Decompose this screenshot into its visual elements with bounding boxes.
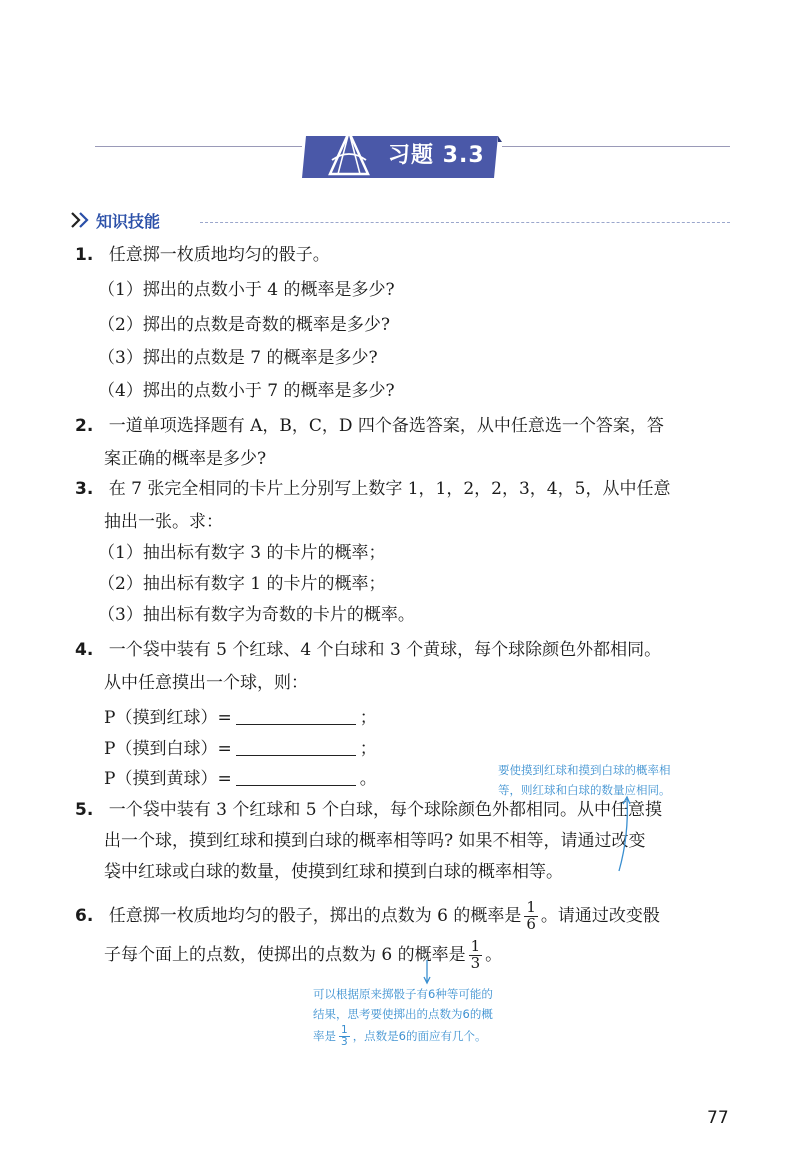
- hint-line: 可以根据原来掷骰子有6种等可能的: [313, 987, 493, 1001]
- problem-1-sub-1: （1）掷出的点数小于 4 的概率是多少?: [98, 280, 395, 300]
- hint-line: 结果，思考要使掷出的点数为6的概: [313, 1007, 493, 1021]
- hint-arrow-1: [615, 795, 635, 875]
- answer-blank[interactable]: [236, 708, 356, 725]
- problem-text: 任意掷一枚质地均匀的骰子。: [108, 245, 330, 265]
- section-heading: [70, 205, 160, 235]
- numerator: 1: [470, 937, 481, 956]
- problem-1: [75, 247, 330, 264]
- problem-text: 在 7 张完全相同的卡片上分别写上数字 1，1，2，2，3，4，5，从中任意: [108, 479, 671, 499]
- answer-blank[interactable]: [236, 739, 356, 756]
- numerator: 1: [341, 1023, 348, 1036]
- header-rule-left: [95, 146, 302, 147]
- problem-1-sub-3: （3）掷出的点数是 7 的概率是多少?: [98, 348, 378, 368]
- fraction-one-sixth: [524, 900, 538, 933]
- fraction-one-third: [469, 939, 483, 972]
- section-label: 知识技能: [96, 211, 161, 231]
- problem-2-line-2: 案正确的概率是多少?: [104, 449, 267, 469]
- hint-arrow-2: [422, 958, 432, 984]
- problem-number: 4.: [75, 640, 94, 660]
- problem-text: 一道单项选择题有 A，B，C，D 四个备选答案，从中任意选一个答案，答: [108, 416, 664, 436]
- problem-3: [75, 481, 670, 498]
- problem-text: 任意掷一枚质地均匀的骰子，掷出的点数为 6 的概率是: [108, 906, 522, 926]
- probability-white: [104, 739, 377, 758]
- hint-note-2: [313, 984, 493, 1048]
- punctuation: ；: [359, 739, 377, 759]
- probability-label: P（摸到红球）=: [104, 708, 232, 728]
- problem-text: 一个袋中装有 5 个红球、4 个白球和 3 个黄球，每个球除颜色外都相同。: [108, 640, 662, 660]
- probability-yellow: [104, 769, 377, 788]
- header-rule-right: [502, 146, 730, 147]
- problem-1-sub-4: （4）掷出的点数小于 7 的概率是多少?: [98, 381, 395, 401]
- probability-label: P（摸到白球）=: [104, 739, 232, 759]
- hint-text: ，点数是6的面应有几个。: [352, 1029, 487, 1043]
- problem-5-line-3: 袋中红球或白球的数量，使摸到红球和摸到白球的概率相等。: [104, 862, 563, 882]
- answer-blank[interactable]: [236, 769, 356, 786]
- problem-3-sub-2: （2）抽出标有数字 1 的卡片的概率；: [98, 574, 386, 594]
- problem-3-sub-3: （3）抽出标有数字为奇数的卡片的概率。: [98, 605, 415, 625]
- denominator: 6: [526, 915, 536, 933]
- problem-3-sub-1: （1）抽出标有数字 3 的卡片的概率；: [98, 543, 386, 563]
- hint-text: 率是: [313, 1029, 336, 1043]
- problem-6-line-2: [104, 937, 502, 973]
- probability-label: P（摸到黄球）=: [104, 769, 232, 789]
- problem-text: 子每个面上的点数，使掷出的点数为 6 的概率是: [104, 945, 466, 965]
- section-divider: [200, 222, 730, 223]
- page-number: 77: [707, 1108, 729, 1128]
- punctuation: 。: [359, 769, 377, 789]
- hint-line: 等，则红球和白球的数量应相同。: [498, 783, 671, 797]
- page-title: 习题 3.3: [388, 143, 485, 168]
- problem-text: 一个袋中装有 3 个红球和 5 个白球，每个球除颜色外都相同。从中任意摸: [108, 800, 662, 820]
- problem-6: [75, 898, 660, 934]
- denominator: 3: [341, 1036, 348, 1048]
- problem-number: 1.: [75, 245, 94, 265]
- problem-1-sub-2: （2）掷出的点数是奇数的概率是多少?: [98, 315, 390, 335]
- problem-text-cont: 。: [485, 945, 503, 965]
- fraction-one-third: [339, 1025, 350, 1048]
- punctuation: ；: [359, 708, 377, 728]
- problem-3-line-2: 抽出一张。求：: [104, 512, 223, 532]
- problem-number: 5.: [75, 800, 94, 820]
- compass-icon: [318, 118, 380, 180]
- problem-4: [75, 642, 661, 659]
- hint-line: 要使摸到红球和摸到白球的概率相: [498, 763, 671, 777]
- problem-number: 6.: [75, 906, 94, 926]
- problem-5-line-2: 出一个球，摸到红球和摸到白球的概率相等吗? 如果不相等，请通过改变: [104, 831, 646, 851]
- denominator: 3: [470, 954, 481, 972]
- hint-line: [313, 1024, 493, 1048]
- probability-red: [104, 708, 377, 727]
- problem-text-cont: 。请通过改变骰: [540, 906, 660, 926]
- numerator: 1: [526, 898, 536, 917]
- problem-number: 2.: [75, 416, 94, 436]
- hint-note-1: [498, 760, 671, 800]
- problem-number: 3.: [75, 479, 94, 499]
- double-chevron-icon: [70, 210, 92, 230]
- problem-2: [75, 418, 664, 435]
- problem-5: [75, 802, 662, 819]
- problem-4-line-2: 从中任意摸出一个球，则：: [104, 673, 308, 693]
